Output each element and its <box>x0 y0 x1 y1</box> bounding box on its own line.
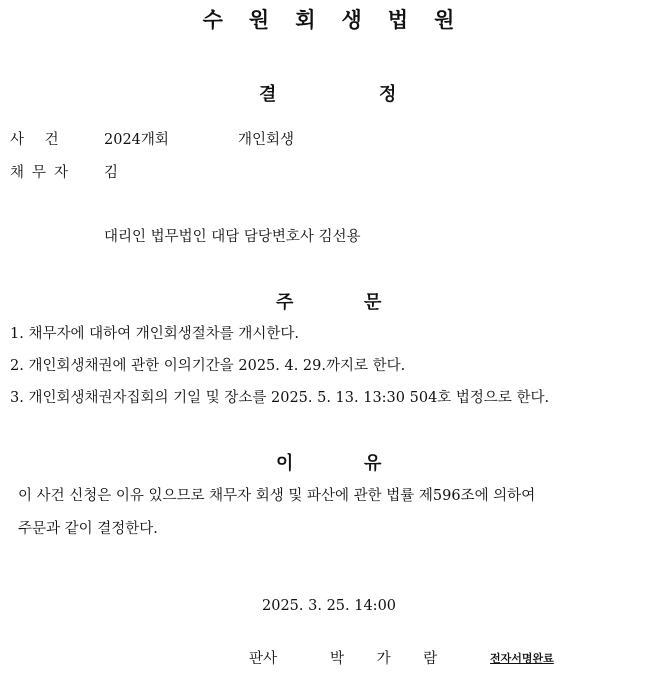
case-number: 2024개회 <box>104 132 169 148</box>
order-item: 1. 채무자에 대하여 개인회생절차를 개시한다. <box>10 326 300 342</box>
agent-line: 대리인 법무법인 대담 담당변호사 김선용 <box>104 229 361 245</box>
order-item: 2. 개인회생채권에 관한 이의기간을 2025. 4. 29.까지로 한다. <box>10 358 406 374</box>
order-heading-left: 주 <box>276 292 294 313</box>
reason-line: 이 사건 신청은 이유 있으므로 채무자 회생 및 파산에 관한 법률 제596조에 의하여 <box>18 488 536 504</box>
debtor-label: 채무자 <box>10 165 77 181</box>
judge-name: 박 가 람 <box>330 651 452 667</box>
court-name: 수원회생법원 <box>202 8 481 32</box>
document-title-right: 정 <box>379 84 397 105</box>
decision-date: 2025. 3. 25. 14:00 <box>262 598 397 614</box>
order-heading-right: 문 <box>364 292 382 313</box>
reason-heading-right: 유 <box>364 453 382 474</box>
reason-line: 주문과 같이 결정한다. <box>18 521 158 537</box>
case-label: 사 건 <box>10 132 67 148</box>
electronic-signature: 전자서명완료 <box>490 652 554 665</box>
reason-heading-left: 이 <box>276 453 294 474</box>
case-type: 개인회생 <box>238 132 295 148</box>
document-title-left: 결 <box>259 84 277 105</box>
judge-title: 판사 <box>249 651 278 667</box>
debtor-name: 김 <box>104 165 119 181</box>
order-item: 3. 개인회생채권자집회의 기일 및 장소를 2025. 5. 13. 13:30 504호 법정으로 한다. <box>10 390 550 406</box>
